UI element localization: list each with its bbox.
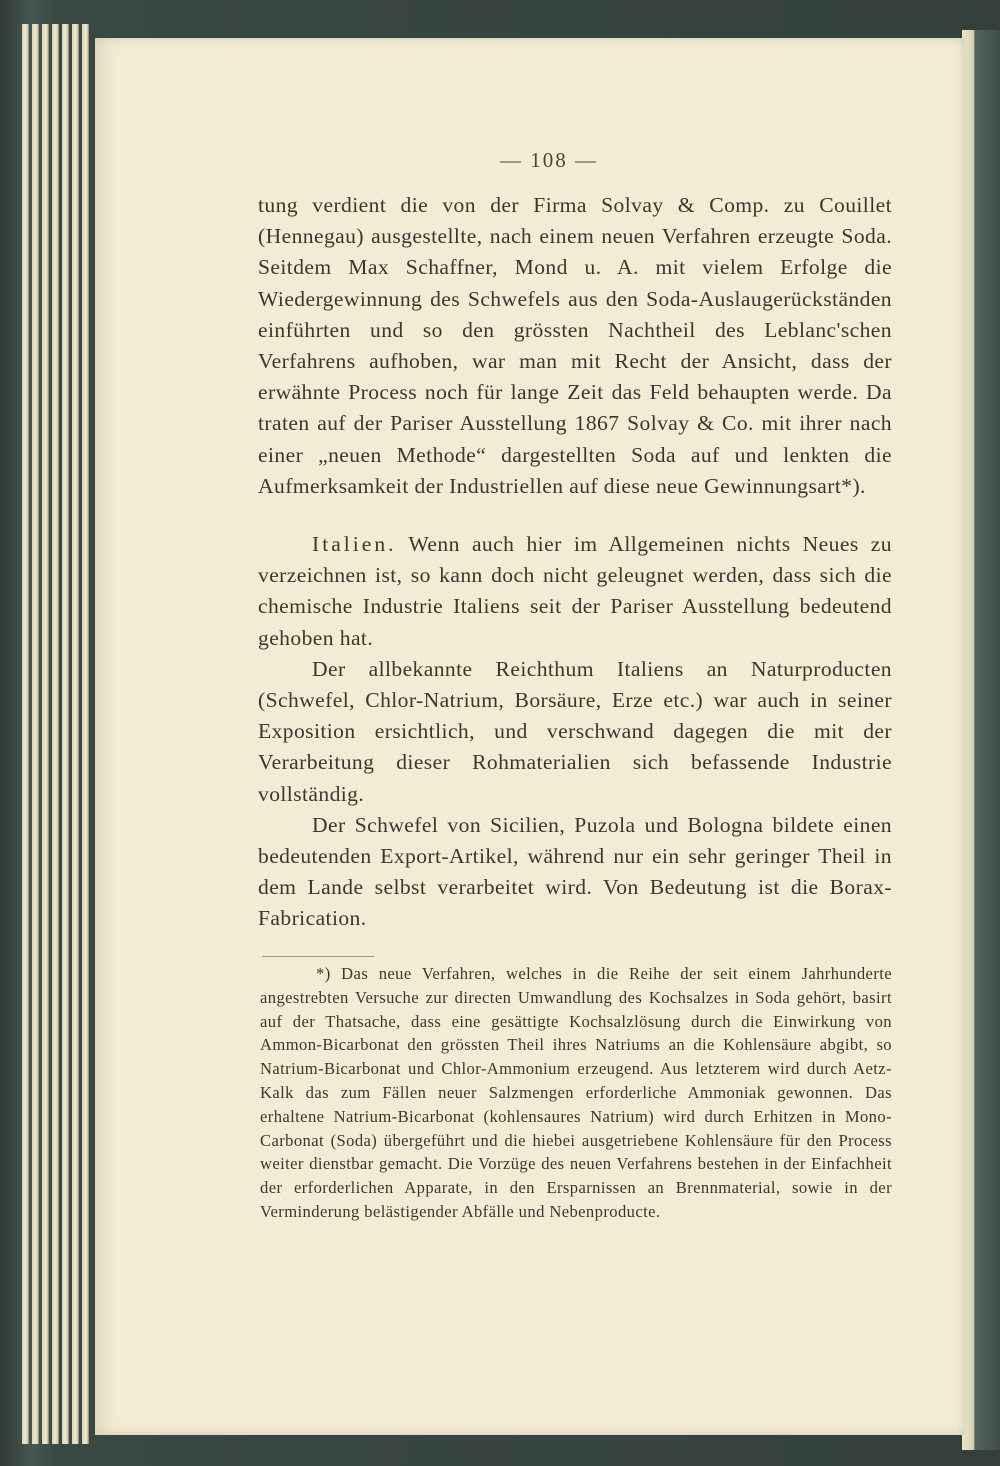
footnote: *) Das neue Verfahren, welches in die Reihe der seit einem Jahrhunderte angestrebten Versuche zur directen Umwandlung des Kochsalzes in Soda gehört, basirt auf der Thatsache, dass eine gesättigte Kochsalzlösung durch die Einwirkung von Ammon-Bicarbonat den grössten Theil ihres Natriums an die Kohlensäure abgibt, so Natrium-Bicarbonat und Chlor-Ammonium erzeugend. Aus letzterem wird durch Aetz-Kalk das zum Fällen neuer Salzmengen erforderliche Ammoniak gewonnen. Das erhaltene Natrium-Bicarbonat (kohlensaures Natrium) wird durch Erhitzen in Mono-Carbonat (Soda) übergeführt und die hiebei ausgetriebene Kohlensäure für den Process weiter dienstbar gemacht. Die Vorzüge des neuen Verfahrens bestehen in der Einfachheit der erforderlichen Apparate, in den Ersparnissen an Brennmaterial, sowie in der Verminderung belästigender Abfälle und Nebenproducte. xyxy=(260,964,892,1221)
stacked-page-edges xyxy=(22,24,100,1444)
page-edge xyxy=(22,24,29,1444)
page-edge xyxy=(82,24,89,1444)
paragraph-italien-text: Wenn auch hier im Allgemeinen nichts Neues zu verzeichnen ist, so kann doch nicht geleugnet werden, dass sich die chemische Industrie Italiens seit der Pariser Ausstellung bedeutend gehoben hat. xyxy=(258,532,892,650)
page-edge xyxy=(72,24,79,1444)
page-number: — 108 — xyxy=(500,148,598,172)
page-edge xyxy=(62,24,69,1444)
main-text xyxy=(258,190,892,935)
paragraph-soda: tung verdient die von der Firma Solvay & Comp. zu Couillet (Hennegau) ausgestellte, nach einem neuen Verfahren erzeugte Soda. Seitdem Max Schaffner, Mond u. A. mit vielem Erfolge die Wiedergewinnung des Schwefels aus den Soda-Auslaugerückständen einführten und so den grössten Nachtheil des Leblanc'schen Verfahrens aufhoben, war man mit Recht der Ansicht, dass der erwähnte Process noch für lange Zeit das Feld behaupten werde. Da traten auf der Pariser Ausstellung 1867 Solvay & Co. mit ihrer nach einer „neuen Methode“ dargestellten Soda auf und lenkten die Aufmerksamkeit der Industriellen auf diese neue Gewinnungsart*). xyxy=(258,193,892,498)
section-lead-italien: Italien. xyxy=(312,532,397,557)
footnote-divider xyxy=(262,956,374,957)
paragraph-schwefel: Der Schwefel von Sicilien, Puzola und Bologna bildete einen bedeutenden Export-Artikel, während nur ein sehr geringer Theil in dem Lande selbst verarbeitet wird. Von Bedeutung ist die Borax-Fabrication. xyxy=(258,812,892,931)
page-edge xyxy=(32,24,39,1444)
paragraph-italien xyxy=(258,529,892,654)
paragraph-naturproducte: Der allbekannte Reichthum Italiens an Naturproducten (Schwefel, Chlor-Natrium, Borsäure, Erze etc.) war auch in seiner Exposition ersichtlich, und verschwand dagegen die mit der Verarbeitung dieser Rohmaterialien sich befassende Industrie vollständig. xyxy=(258,656,892,806)
page-edge xyxy=(52,24,59,1444)
facing-page-edge xyxy=(962,30,1000,1450)
page-edge xyxy=(42,24,49,1444)
